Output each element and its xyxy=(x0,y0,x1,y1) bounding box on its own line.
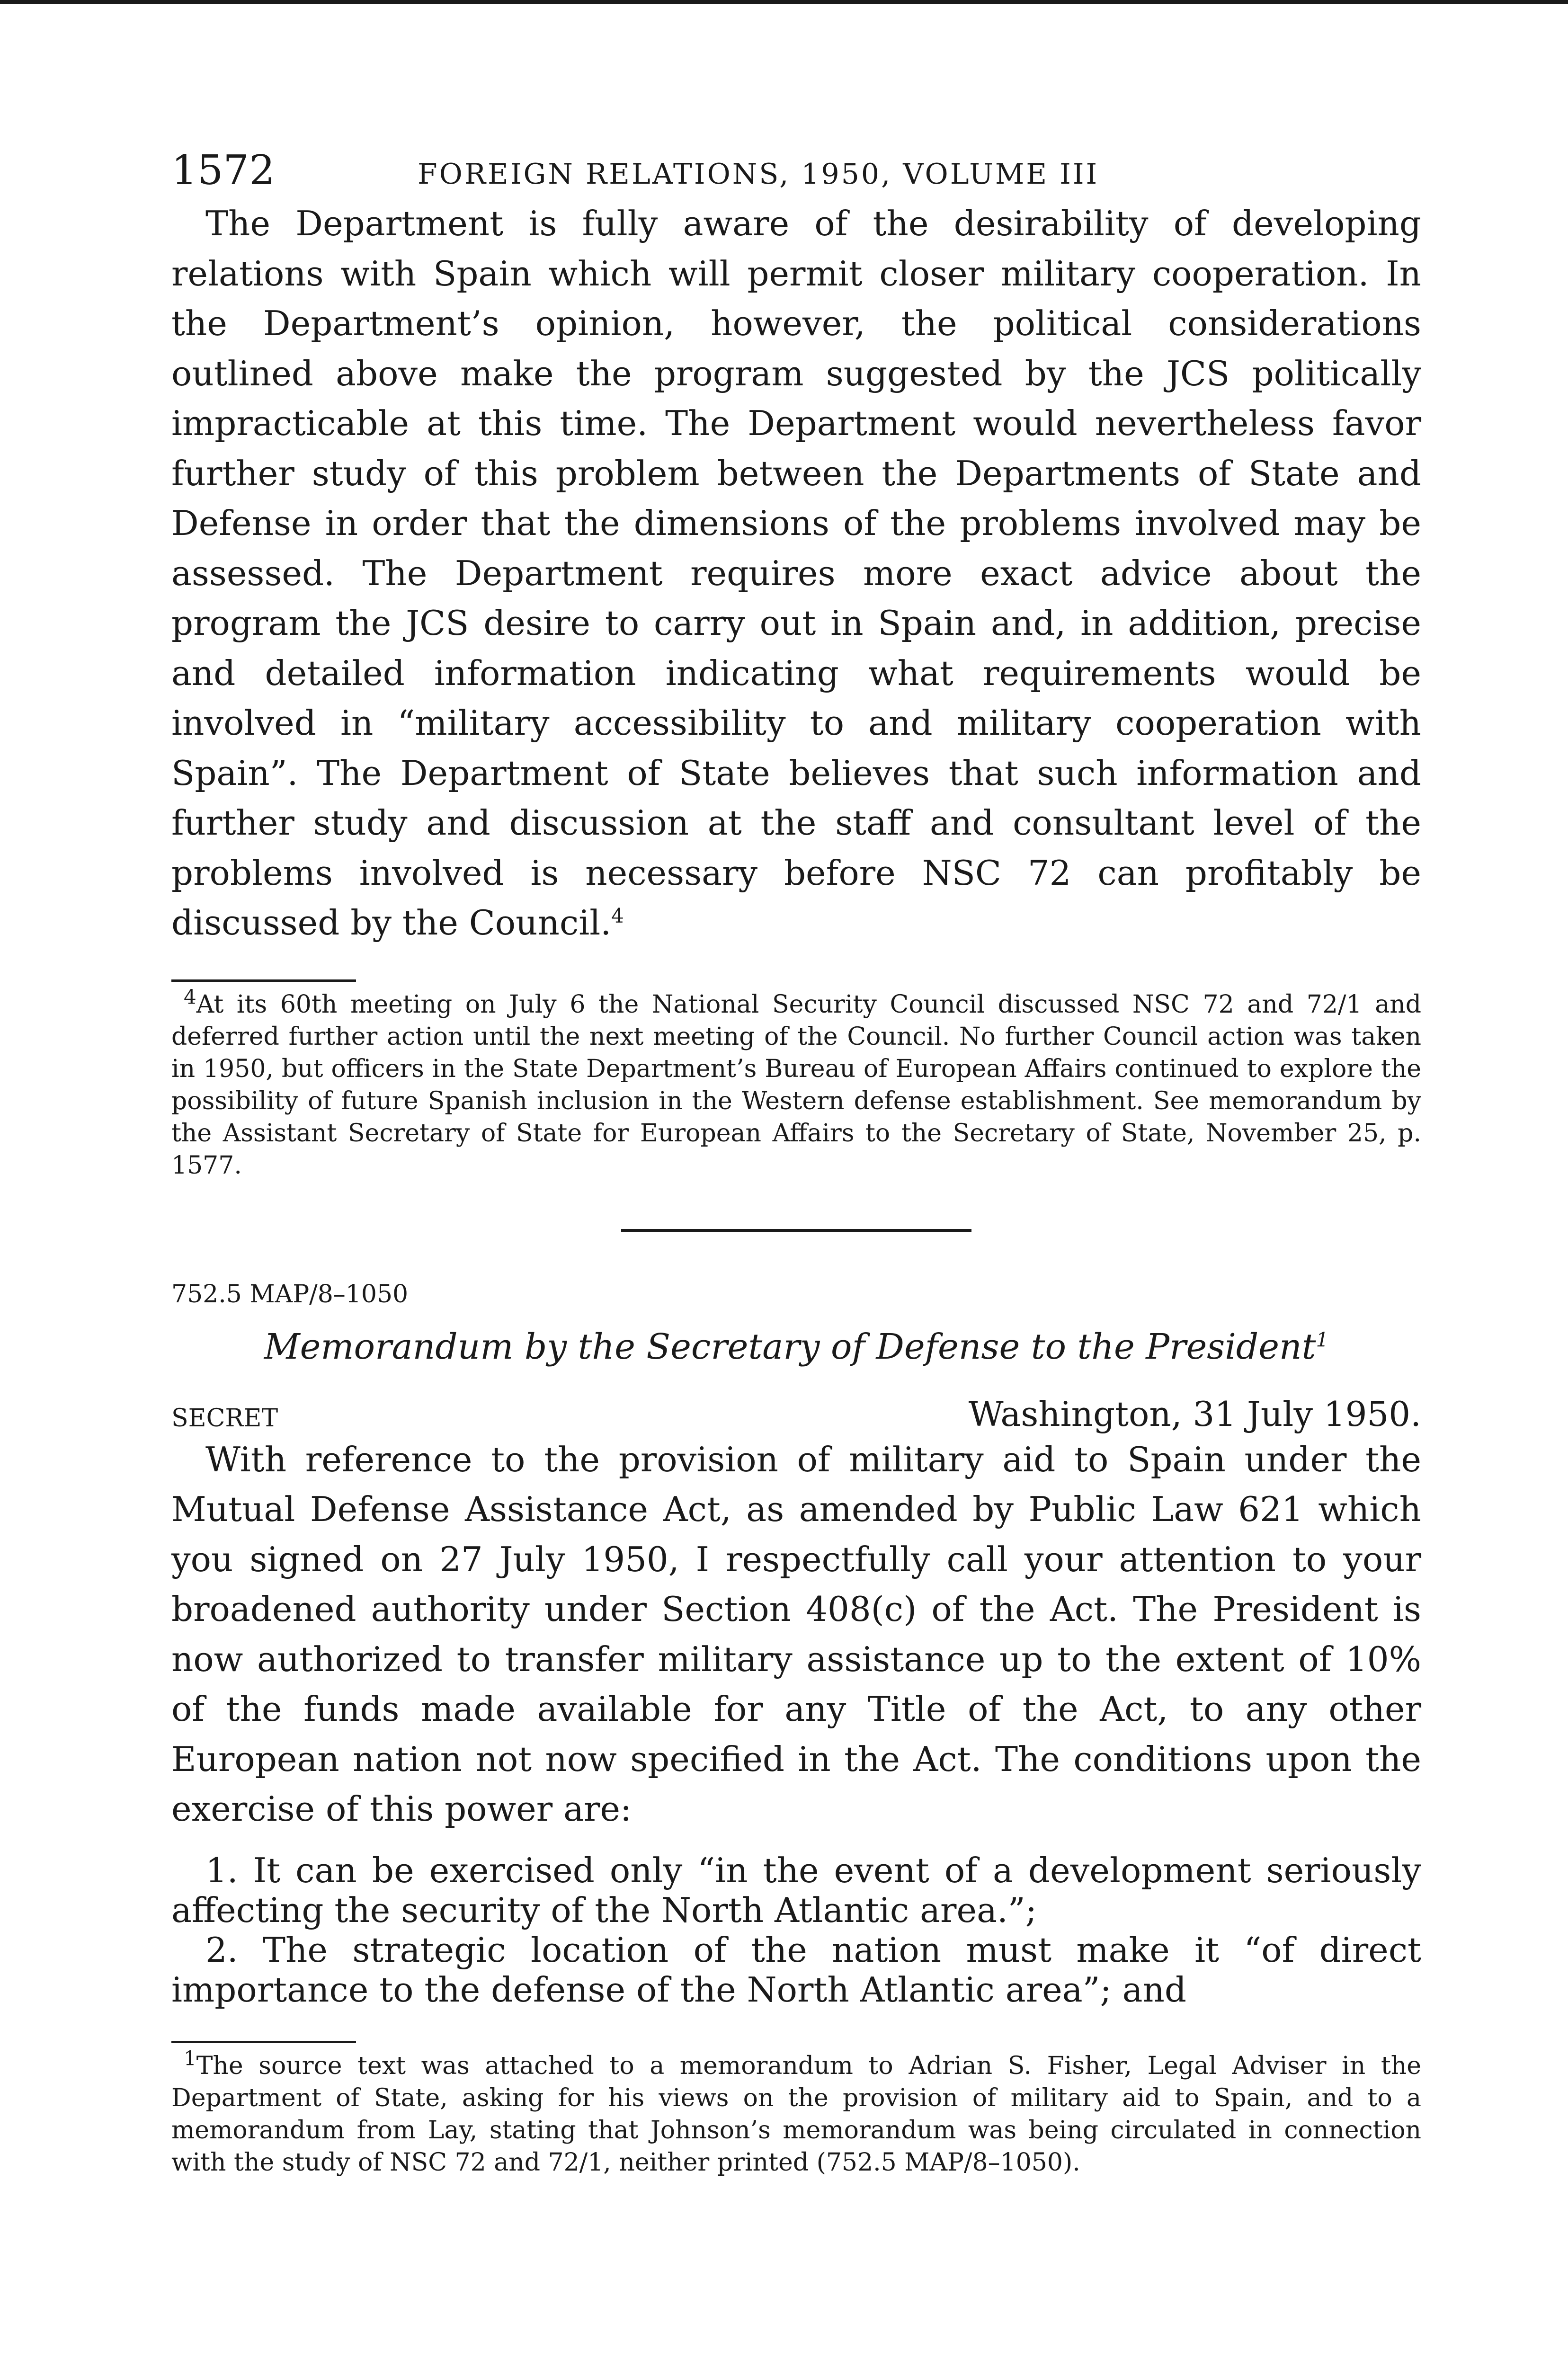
footnote-1-reference: 1 xyxy=(1316,1327,1329,1351)
document-page xyxy=(171,142,1421,2179)
footnote-4-reference: 4 xyxy=(611,904,624,927)
footnote-1 xyxy=(171,2047,1421,2179)
document-title-text: Memorandum by the Secretary of Defense to the President xyxy=(264,1326,1316,1367)
classification-row xyxy=(171,1388,1421,1435)
page-number: 1572 xyxy=(171,147,275,194)
condition-item-1: 1. It can be exercised only “in the event of a development seriously affecting the security of the North Atlantic area.”; xyxy=(171,1850,1421,1930)
page-header xyxy=(171,142,1421,199)
dateline: Washington, 31 July 1950. xyxy=(968,1394,1421,1434)
continued-paragraph-text: The Department is fully aware of the desirability of developing relations with Spain which will permit closer military cooperation. In the Department’s opinion, however, the political considerations outlined above make the program suggested by the JCS politically impracticable at this time. The Department would nevertheless favor further study of this problem between the Departments of State and Defense in order that the dimensions of the problems involved may be assessed. The Department requires more exact advice about the program the JCS desire to carry out in Spain and, in addition, precise and detailed information indicating what requirements would be involved in “military accessibility to and military cooperation with Spain”. The Department of State believes that such information and further study and discussion at the staff and consultant level of the problems involved is necessary before NSC 72 can profitably be discussed by the Council. xyxy=(171,204,1421,943)
condition-item-2: 2. The strategic location of the nation must make it “of direct importance to the defense of the North Atlantic area”; and xyxy=(171,1930,1421,2010)
memorandum-paragraph: With reference to the provision of military aid to Spain under the Mutual Defense Assistance Act, as amended by Public Law 621 which you signed on 27 July 1950, I respectfully call your attention to your broadened authority under Section 408(c) of the Act. The President is now authorized to transfer military assistance up to the extent of 10% of the funds made available for any Title of the Act, to any other European nation not now specified in the Act. The conditions upon the exercise of this power are: xyxy=(171,1439,1421,1829)
top-border-rule xyxy=(0,0,1568,4)
footnote-4-text: At its 60th meeting on July 6 the National Security Council discussed NSC 72 and 72/1 and deferred further action until the next meeting of the Council. No further Council action was taken in 1950, but officers in the State Department’s Bureau of European Affairs continued to explore the possibility of future Spanish inclusion in the Western defense establishment. See memorandum by the Assistant Secretary of State for European Affairs to the Secretary of State, November 25, p. 1577. xyxy=(171,990,1421,1180)
continued-paragraph xyxy=(171,199,1421,948)
footnote-1-text: The source text was attached to a memorandum to Adrian S. Fisher, Legal Adviser in the Department of State, asking for his views on the provision of military aid to Spain, and to a memorandum from Lay, stating that Johnson’s memorandum was being circulated in connection with the study of NSC 72 and 72/1, neither printed (752.5 MAP/8–1050). xyxy=(171,2051,1421,2177)
running-head: FOREIGN RELATIONS, 1950, VOLUME III xyxy=(418,158,1099,191)
section-divider xyxy=(621,1229,971,1232)
footnote-1-marker: 1 xyxy=(184,2047,196,2070)
footnote-4 xyxy=(171,985,1421,1182)
file-number: 752.5 MAP/8–1050 xyxy=(171,1280,409,1308)
document-title xyxy=(171,1323,1421,1370)
classification-label: SECRET xyxy=(171,1404,278,1433)
footnote-4-marker: 4 xyxy=(184,985,196,1009)
